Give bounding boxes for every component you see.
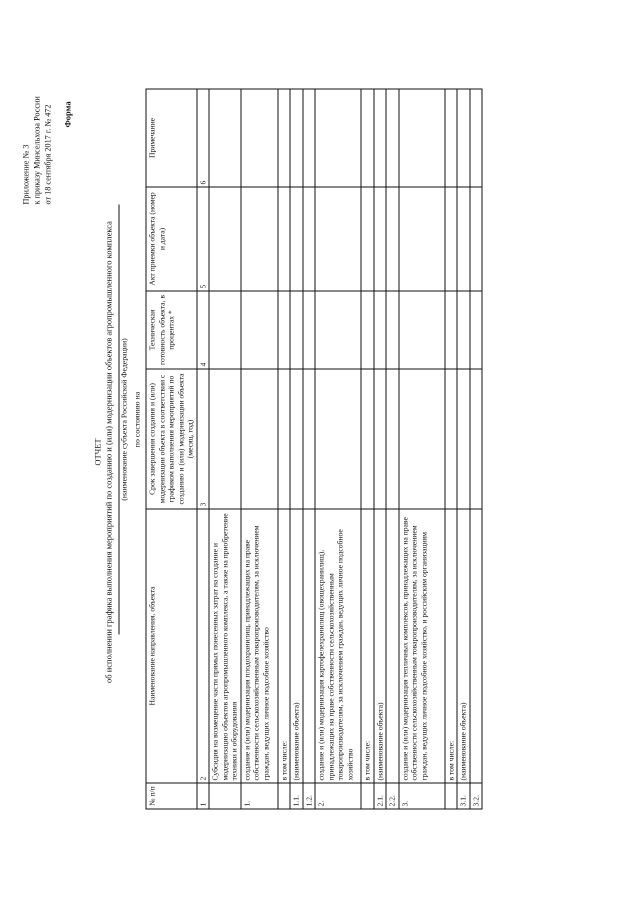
row-note-cell — [315, 89, 361, 187]
row-name: (наименование объекта) — [290, 509, 303, 783]
row-note-cell — [445, 89, 458, 187]
row-deadline-cell — [470, 369, 483, 509]
row-deadline-cell — [457, 369, 470, 509]
row-readiness-cell — [399, 291, 445, 369]
row-act-cell — [303, 187, 316, 291]
row-number — [209, 783, 241, 809]
row-readiness-cell — [470, 291, 483, 369]
row-number: 1.1. — [290, 783, 303, 809]
table-row — [209, 89, 241, 809]
header-name: Наименование направления, объекта — [146, 509, 197, 783]
row-deadline-cell — [303, 369, 316, 509]
row-readiness-cell — [361, 291, 374, 369]
appendix-line: к приказу Минсельхоза России — [32, 96, 42, 205]
row-name — [470, 509, 483, 783]
row-deadline-cell — [241, 369, 278, 509]
table-row — [445, 89, 458, 809]
row-note-cell — [278, 89, 291, 187]
row-number: 3.1. — [457, 783, 470, 809]
appendix-line: Приложение № 3 — [21, 144, 31, 205]
header-note: Примечание — [146, 89, 197, 187]
row-act-cell — [457, 187, 470, 291]
row-deadline-cell — [290, 369, 303, 509]
row-readiness-cell — [209, 291, 241, 369]
row-name: в том числе: — [361, 509, 374, 783]
table-row — [457, 89, 470, 809]
row-note-cell — [399, 89, 445, 187]
row-number: 2. — [315, 783, 361, 809]
row-readiness-cell — [315, 291, 361, 369]
row-act-cell — [315, 187, 361, 291]
row-act-cell — [290, 187, 303, 291]
row-deadline-cell — [374, 369, 387, 509]
row-name: Субсидия на возмещение части прямых понесенных затрат на создание и модернизацию объектов агропромышленного комплекса, а также на приобретение техники и оборудования — [209, 509, 241, 783]
column-number: 6 — [197, 89, 210, 187]
table-row — [361, 89, 374, 809]
row-name — [303, 509, 316, 783]
row-name — [386, 509, 399, 783]
table-header-row — [146, 89, 197, 809]
row-name: в том числе: — [278, 509, 291, 783]
column-number: 1 — [197, 783, 210, 809]
row-deadline-cell — [209, 369, 241, 509]
row-name: создание и (или) модернизация тепличных комплексов, принадлежащих на праве собственности сельскохозяйственным товаропроизводителям, за исключением граждан, ведущих личное подсобное хозяйство, и российским организациям — [399, 509, 445, 783]
row-act-cell — [386, 187, 399, 291]
row-note-cell — [303, 89, 316, 187]
column-number: 2 — [197, 509, 210, 783]
row-readiness-cell — [445, 291, 458, 369]
table-row — [315, 89, 361, 809]
row-name: создание и (или) модернизация плодохранилищ, принадлежащих на праве собственности сельскохозяйственным товаропроизводителям, за исключением граждан, ведущих личное подсобное хозяйство — [241, 509, 278, 783]
row-name: (наименование объекта) — [374, 509, 387, 783]
row-note-cell — [209, 89, 241, 187]
row-act-cell — [374, 187, 387, 291]
row-number — [278, 783, 291, 809]
row-name: в том числе: — [445, 509, 458, 783]
row-readiness-cell — [303, 291, 316, 369]
row-act-cell — [470, 187, 483, 291]
row-number: 1.2. — [303, 783, 316, 809]
row-note-cell — [470, 89, 483, 187]
row-deadline-cell — [315, 369, 361, 509]
appendix-line: от 18 сентября 2017 г. № 472 — [43, 104, 53, 205]
row-note-cell — [361, 89, 374, 187]
row-deadline-cell — [386, 369, 399, 509]
appendix-header — [21, 25, 54, 205]
row-note-cell — [386, 89, 399, 187]
row-readiness-cell — [374, 291, 387, 369]
row-deadline-cell — [445, 369, 458, 509]
row-readiness-cell — [290, 291, 303, 369]
document-page — [1, 0, 640, 905]
row-act-cell — [361, 187, 374, 291]
table-row — [399, 89, 445, 809]
row-deadline-cell — [278, 369, 291, 509]
state-as-of: по состоянию на — [132, 391, 142, 448]
row-number: 2.1. — [374, 783, 387, 809]
table-body — [209, 89, 482, 809]
table-row — [303, 89, 316, 809]
row-name: создание и (или) модернизация картофелехранилищ (овощехранилищ), принадлежащих на праве собственности сельскохозяйственным товаропроизводителям, за исключением граждан, ведущих личное подсобное хозяйство — [315, 509, 361, 783]
row-note-cell — [241, 89, 278, 187]
row-name: (наименование объекта) — [457, 509, 470, 783]
row-note-cell — [290, 89, 303, 187]
column-number-row — [197, 89, 210, 809]
row-note-cell — [457, 89, 470, 187]
table-row — [241, 89, 278, 809]
column-number: 4 — [197, 291, 210, 369]
row-number: 3. — [399, 783, 445, 809]
row-readiness-cell — [278, 291, 291, 369]
row-act-cell — [241, 187, 278, 291]
subject-caption: (наименование субъекта Российской Федерации) — [119, 338, 129, 501]
row-readiness-cell — [241, 291, 278, 369]
row-number: 1. — [241, 783, 278, 809]
report-subtitle: об исполнении графика выполнения мероприятий по созданию и (или) модернизации объектов агропромышленного комплекса — [103, 221, 114, 683]
row-number — [445, 783, 458, 809]
column-number: 3 — [197, 369, 210, 509]
row-readiness-cell — [386, 291, 399, 369]
header-num: № п/п — [146, 783, 197, 809]
form-label: Форма — [62, 101, 73, 128]
row-note-cell — [374, 89, 387, 187]
table-row — [374, 89, 387, 809]
table-row — [386, 89, 399, 809]
row-number: 3.2. — [470, 783, 483, 809]
header-readiness: Техническая готовность объекта, в процентах * — [146, 291, 197, 369]
column-number: 5 — [197, 187, 210, 291]
report-heading: ОТЧЕТ — [92, 438, 103, 466]
header-deadline: Срок завершения создания и (или) модернизации объекта в соответствии с графиком выполнения мероприятий по созданию и (или) модернизации объекта (месяц, год) — [146, 369, 197, 509]
table-row — [470, 89, 483, 809]
table-row — [290, 89, 303, 809]
report-table — [146, 89, 483, 810]
row-act-cell — [209, 187, 241, 291]
report-title — [93, 0, 115, 905]
row-deadline-cell — [361, 369, 374, 509]
row-deadline-cell — [399, 369, 445, 509]
row-readiness-cell — [457, 291, 470, 369]
header-act: Акт приемки объекта (номер и дата) — [146, 187, 197, 291]
row-act-cell — [445, 187, 458, 291]
row-number: 2.2. — [386, 783, 399, 809]
table-row — [278, 89, 291, 809]
row-act-cell — [278, 187, 291, 291]
row-act-cell — [399, 187, 445, 291]
row-number — [361, 783, 374, 809]
